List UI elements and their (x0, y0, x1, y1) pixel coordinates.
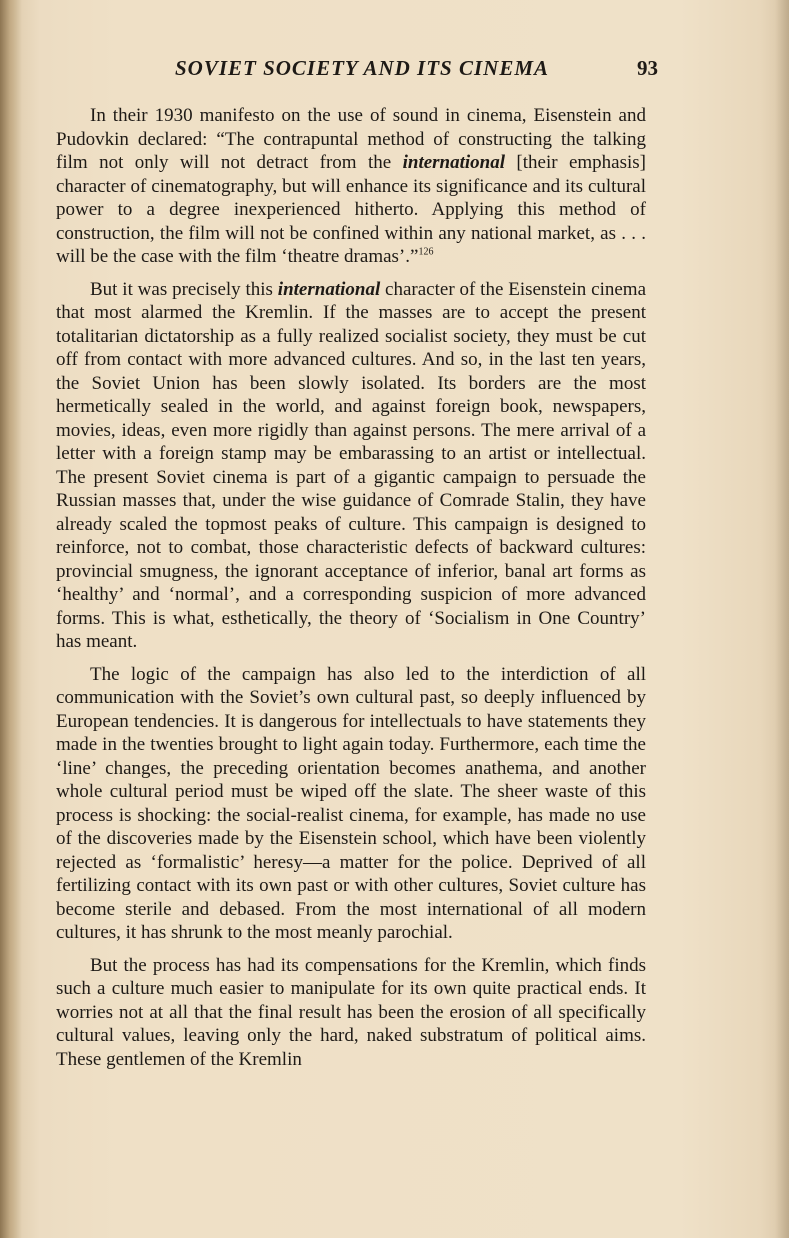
running-title: SOVIET SOCIETY AND ITS CINEMA (174, 56, 550, 80)
paragraph-2-text-a: But it was precisely this (90, 278, 278, 300)
paragraph-2 (56, 278, 646, 654)
paragraph-4-text: But the process has had its compensations for the Kremlin, which finds such a culture much easier to manipulate for its own quite practical ends. It worries not at all that the final result has been the erosion of all specifically cultural values, leaving only the hard, naked substratum of political aims. These gentlemen of the Kremlin (56, 954, 646, 1070)
page-number: 93 (637, 56, 658, 80)
paragraph-4 (56, 954, 646, 1072)
book-spine-shadow (0, 0, 22, 1238)
paragraph-3 (56, 663, 646, 945)
page-edge-shadow (775, 0, 789, 1238)
paragraph-1 (56, 104, 646, 269)
paragraph-1-text-a: In their 1930 manifesto on the use of sound in cinema, Eisenstein and Pudovkin declared: “The contrapuntal method of constructing the talking film not only will not detract from the (56, 105, 646, 173)
paragraph-1-emphasis: international (402, 152, 506, 173)
paragraph-2-text-b: character of the Eisenstein cinema that most alarmed the Kremlin. If the masses are to accept the present totalitarian dictatorship as a fully realized socialist society, they must be cut off from contact with more advanced cultures. And so, in the last ten years, the Soviet Union has been slowly isolated. Its borders are the most hermetically sealed in the world, and against foreign book, newspapers, movies, ideas, even more rigidly than against persons. The mere arrival of a letter with a foreign stamp may be embarassing to an artist or intellectual. The present Soviet cinema is part of a gigantic campaign to persuade the Russian masses that, under the wise guidance of Comrade Stalin, they have already scaled the topmost peaks of culture. This campaign is designed to reinforce, not to combat, those characteristic defects of backward cultures: provincial smugness, the ignorant acceptance of inferior, banal art forms as ‘healthy’ and ‘normal’, and a corresponding suspicion of more advanced forms. This is what, esthetically, the theory of ‘Socialism in One Country’ has meant. (56, 278, 647, 652)
body-text (56, 104, 646, 1080)
footnote-marker: 126 (418, 246, 434, 258)
paragraph-1-text-b: [their emphasis] character of cinematography, but will enhance its significance and its cultural power to a degree inexperienced hitherto. Applying this method of construction, the film will not be confined within any national market, as . . . will be the case with the film ‘theatre dramas’.” (56, 152, 646, 267)
paragraph-2-emphasis: international (277, 278, 381, 300)
running-head (66, 56, 658, 90)
paragraph-3-text: The logic of the campaign has also led to the interdiction of all communication with the Soviet’s own cultural past, so deeply influenced by European tendencies. It is dangerous for intellectuals to have statements they made in the twenties brought to light again today. Furthermore, each time the ‘line’ changes, the preceding orientation becomes anathema, and another whole cultural period must be wiped off the slate. The sheer waste of this process is shocking: the social-realist cinema, for example, has made no use of the discoveries made by the Eisenstein school, which have been violently rejected as ‘formalistic’ heresy—a matter for the police. Deprived of all fertilizing contact with its own past or with other cultures, Soviet culture has become sterile and debased. From the most international of all modern cultures, it has shrunk to the most meanly parochial. (56, 663, 646, 943)
